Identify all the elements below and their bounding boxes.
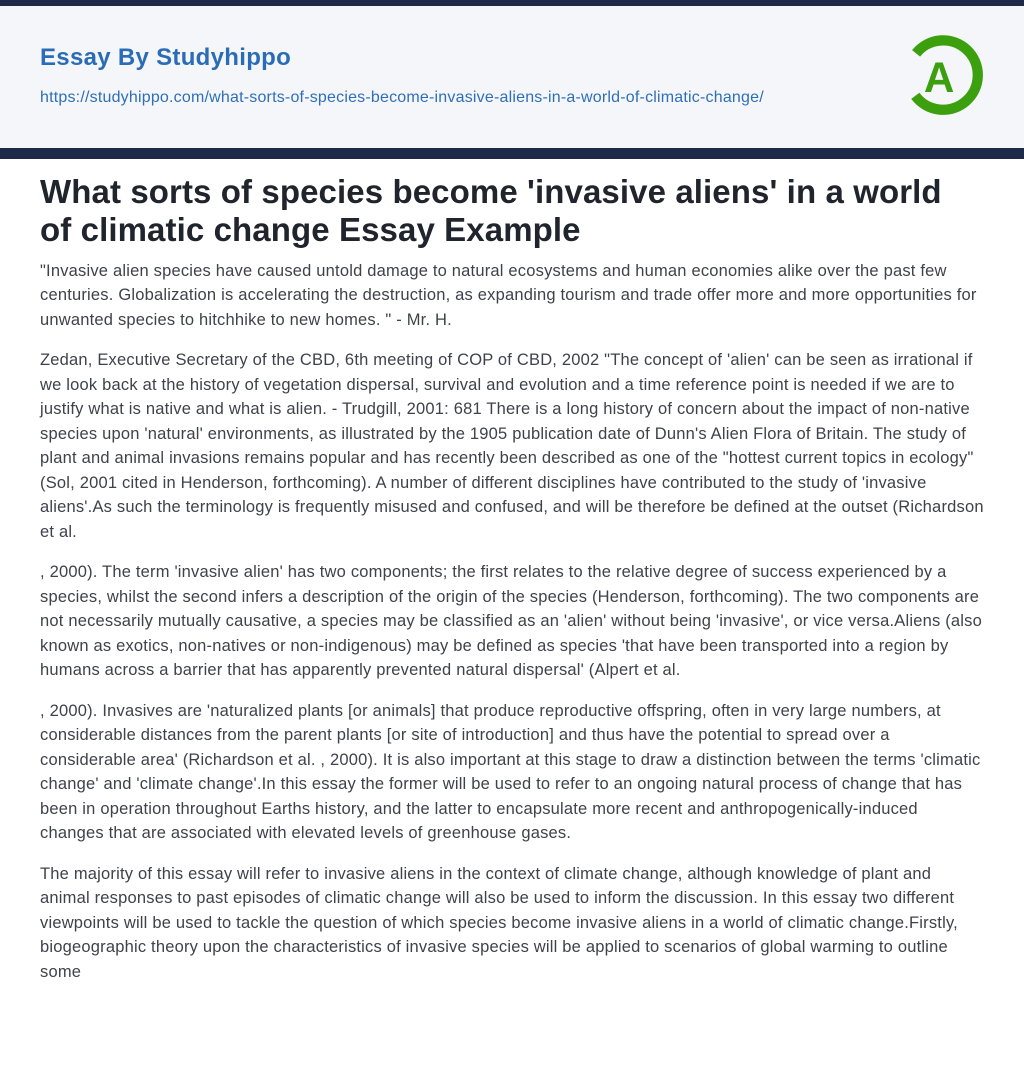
essay-paragraph-3: , 2000). The term 'invasive alien' has two components; the first relates to the relative degree of success experienced by a species, whilst the second infers a description of the origin of the species (Henderson, forthcoming). The two components are not necessarily mutually causative, a species may be classified as an 'alien' without being 'invasive', or vice versa.Aliens (also known as exotics, non-natives or non-indigenous) may be defined as species 'that have been transported into a region by humans across a barrier that has apparently prevented natural dispersal' (Alpert et al. xyxy=(40,563,982,680)
logo-letter: A xyxy=(923,53,955,101)
essay-paragraph-1: "Invasive alien species have caused untold damage to natural ecosystems and human economies alike over the past few centuries. Globalization is accelerating the destruction, as expanding tourism and trade offer more and more opportunities for unwanted species to hitchhike to new homes. " - Mr. H. xyxy=(40,261,977,329)
header-divider-bar xyxy=(0,148,1024,159)
essay-paragraph-5: The majority of this essay will refer to invasive aliens in the context of climate change, although knowledge of plant and animal responses to past episodes of climatic change will also be used to inform the discussion. In this essay two different viewpoints will be used to tackle the question of which species become invasive aliens in a world of climatic change.Firstly, biogeographic theory upon the characteristics of invasive species will be applied to scenarios of global warming to outline some xyxy=(40,864,958,981)
page-url-link[interactable]: https://studyhippo.com/what-sorts-of-species-become-invasive-aliens-in-a-world-of-climatic-change/ xyxy=(40,88,764,106)
essay-paragraph-2: Zedan, Executive Secretary of the CBD, 6th meeting of COP of CBD, 2002 "The concept of 'alien' can be seen as irrational if we look back at the history of vegetation dispersal, survival and evolution and a time reference point is needed if we are to justify what is native and what is alien. - Trudgill, 2001: 681 There is a long history of concern about the impact of non-native species upon 'natural' environments, as illustrated by the 1905 publication date of Dunn's Alien Flora of Britain. The study of plant and animal invasions remains popular and has recently been described as one of the "hottest current topics in ecology" (Sol, 2001 cited in Henderson, forthcoming). A number of different disciplines have contributed to the study of 'invasive aliens'.As such the terminology is frequently misused and confused, and will be therefore be defined at the outset (Richardson et al. xyxy=(40,351,984,541)
header xyxy=(0,6,1024,148)
essay-title: What sorts of species become 'invasive aliens' in a world of climatic change Essay Example xyxy=(40,173,942,248)
header-text-block xyxy=(40,44,984,110)
essay-paragraph-4: , 2000). Invasives are 'naturalized plants [or animals] that produce reproductive offspring, often in very large numbers, at considerable distances from the parent plants [or site of introduction] and thus have the potential to spread over a considerable area' (Richardson et al. , 2000). It is also important at this stage to draw a distinction between the terms 'climatic change' and 'climate change'.In this essay the former will be used to refer to an ongoing natural process of change that has been in operation throughout Earths history, and the latter to encapsulate more recent and anthropogenically-induced changes that are associated with elevated levels of greenhouse gases. xyxy=(40,701,981,843)
studyhippo-logo xyxy=(896,28,986,122)
site-title: Essay By Studyhippo xyxy=(40,44,292,71)
essay-content xyxy=(0,159,1024,984)
